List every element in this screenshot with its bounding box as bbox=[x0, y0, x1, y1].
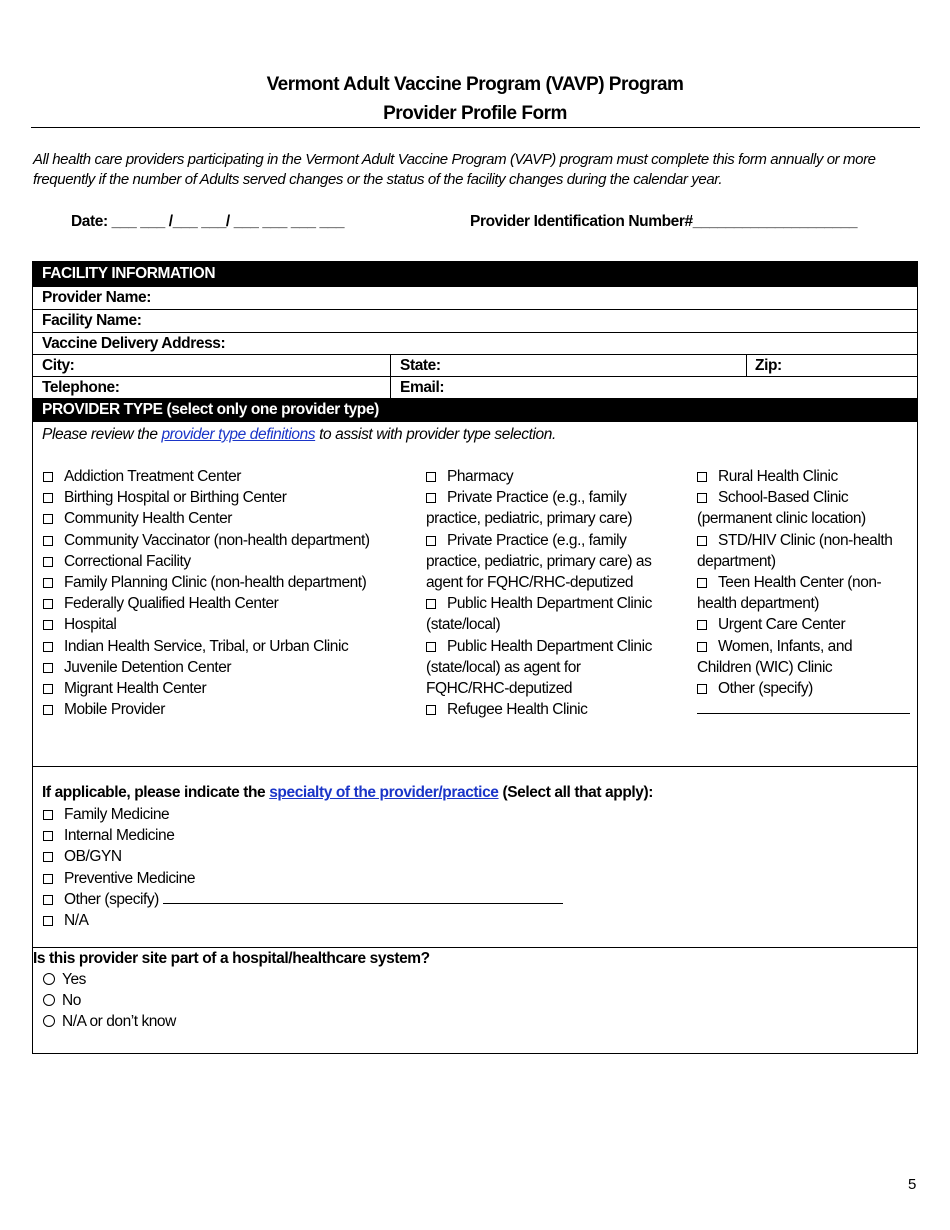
provider-type-option[interactable]: Federally Qualified Health Center bbox=[43, 593, 413, 614]
provider-type-option[interactable]: Migrant Health Center bbox=[43, 678, 413, 699]
checkbox-icon[interactable] bbox=[43, 895, 53, 905]
provider-type-option[interactable]: Public Health Department Clinic bbox=[426, 593, 686, 614]
checkbox-icon[interactable] bbox=[43, 874, 53, 884]
other-specialty-line[interactable] bbox=[163, 889, 563, 904]
checkbox-icon[interactable] bbox=[426, 599, 436, 609]
provider-type-option[interactable]: Other (specify) bbox=[697, 678, 915, 699]
provider-type-column-3: Rural Health Clinic School-Based Clinic (permanent clinic location) STD/HIV Clinic (non-health department) Teen Health Center (non- health department) Urgent Care Center Women, Infants, and Children (WIC) Clinic Other (specify) bbox=[697, 466, 915, 720]
checkbox-icon[interactable] bbox=[426, 536, 436, 546]
facility-name-label: Facility Name: bbox=[42, 312, 142, 329]
checkbox-icon[interactable] bbox=[43, 705, 53, 715]
email-label[interactable]: Email: bbox=[400, 379, 445, 396]
form-title bbox=[0, 70, 950, 128]
checkbox-icon[interactable] bbox=[43, 514, 53, 524]
specialty-option[interactable]: OB/GYN bbox=[43, 846, 743, 867]
provider-id-field[interactable]: Provider Identification Number#____________________ bbox=[470, 213, 858, 230]
provider-type-option[interactable]: Women, Infants, and bbox=[697, 636, 915, 657]
checkbox-icon[interactable] bbox=[697, 642, 707, 652]
checkbox-icon[interactable] bbox=[43, 620, 53, 630]
checkbox-icon[interactable] bbox=[43, 472, 53, 482]
city-state-zip-row bbox=[33, 354, 917, 376]
provider-profile-form: FACILITY INFORMATION Provider Name: Facility Name: Vaccine Delivery Address: City: State: Zip: Telephone: Email: PROVIDER TYPE (select only one provider type) Please review the provider type definitions to assist with provider type selection. Addiction Treatment Center Birthing Hospital or Birthing Center Community Health Center Community Vaccinator (non-health department) Correctional Facility Family Planning Clinic (non-health department) Federally Qualified Health Center Hospital Indian Health Service, Tribal, or Urban Clinic Juvenile Detention Center Migrant Health Center Mobile Provider Pharmacy Private Practice (e.g., family practice, pediatric, primary care) Private Practice (e.g., family practice, pediatric, primary care) as agent for FQHC/RHC-deputized Public Health Department Clinic (state/local) Public Health Department Clinic (state/local) as agent for FQHC/RHC-deputized Refugee Health Clinic Rural Health Clinic School-Based Clinic (permanent clinic location) STD/HIV Clinic (non-health department) Teen Health Center (non- health department) Urgent Care Center Women, Infants, and Children (WIC) Clinic Other (specify) If applicable, please indicate the specialty of the provider/practice (Select all that apply): Family Medicine Internal Medicine OB/GYN Preventive Medicine Other (specify) N/A Is this provider site part of a hospital/healthcare system? Yes No N/A or don’t know bbox=[32, 261, 918, 1054]
address-row[interactable] bbox=[33, 332, 917, 354]
page-number: 5 bbox=[908, 1176, 917, 1193]
checkbox-icon[interactable] bbox=[43, 852, 53, 862]
state-label[interactable]: State: bbox=[400, 357, 441, 374]
other-specify-line[interactable] bbox=[697, 699, 915, 720]
provider-type-option[interactable]: Urgent Care Center bbox=[697, 614, 915, 635]
city-label[interactable]: City: bbox=[42, 357, 75, 374]
checkbox-icon[interactable] bbox=[697, 472, 707, 482]
provider-type-option[interactable]: Rural Health Clinic bbox=[697, 466, 915, 487]
system-options bbox=[43, 969, 443, 1033]
checkbox-icon[interactable] bbox=[43, 557, 53, 567]
specialty-option[interactable]: N/A bbox=[43, 910, 743, 931]
zip-label[interactable]: Zip: bbox=[755, 357, 782, 374]
checkbox-icon[interactable] bbox=[697, 578, 707, 588]
provider-type-option[interactable]: Community Vaccinator (non-health department) bbox=[43, 530, 413, 551]
checkbox-icon[interactable] bbox=[426, 705, 436, 715]
checkbox-icon[interactable] bbox=[43, 916, 53, 926]
provider-type-option[interactable]: Teen Health Center (non- bbox=[697, 572, 915, 593]
date-field[interactable]: Date: ___ ___ /___ ___/ ___ ___ ___ ___ bbox=[71, 213, 345, 230]
provider-type-column-1 bbox=[43, 466, 413, 720]
title-divider bbox=[31, 127, 920, 128]
system-option[interactable]: Yes bbox=[43, 969, 443, 990]
provider-type-instructions: Please review the provider type definitions to assist with provider type selection. bbox=[42, 426, 556, 443]
radio-icon[interactable] bbox=[43, 994, 55, 1006]
provider-name-row[interactable] bbox=[33, 286, 917, 309]
system-question: Is this provider site part of a hospital/healthcare system? bbox=[33, 950, 430, 967]
checkbox-icon[interactable] bbox=[697, 620, 707, 630]
specialty-option[interactable]: Internal Medicine bbox=[43, 825, 743, 846]
specialty-option[interactable]: Other (specify) bbox=[43, 889, 743, 910]
provider-type-option[interactable]: Addiction Treatment Center bbox=[43, 466, 413, 487]
checkbox-icon[interactable] bbox=[43, 493, 53, 503]
provider-type-option[interactable]: Correctional Facility bbox=[43, 551, 413, 572]
title-line-2: Provider Profile Form bbox=[383, 103, 567, 124]
system-option[interactable]: No bbox=[43, 990, 443, 1011]
telephone-email-row bbox=[33, 376, 917, 398]
checkbox-icon[interactable] bbox=[43, 599, 53, 609]
provider-type-option[interactable]: Hospital bbox=[43, 614, 413, 635]
provider-type-option[interactable]: Birthing Hospital or Birthing Center bbox=[43, 487, 413, 508]
checkbox-icon[interactable] bbox=[43, 810, 53, 820]
checkbox-icon[interactable] bbox=[697, 493, 707, 503]
specialty-options bbox=[43, 804, 743, 931]
section-divider bbox=[33, 947, 917, 948]
checkbox-icon[interactable] bbox=[43, 831, 53, 841]
checkbox-icon[interactable] bbox=[426, 493, 436, 503]
specialty-option[interactable]: Preventive Medicine bbox=[43, 868, 743, 889]
telephone-label[interactable]: Telephone: bbox=[42, 379, 120, 396]
provider-type-definitions-link[interactable]: provider type definitions bbox=[161, 426, 316, 443]
provider-type-option[interactable]: Pharmacy bbox=[426, 466, 686, 487]
provider-type-header: PROVIDER TYPE (select only one provider type) bbox=[33, 398, 917, 422]
provider-type-option[interactable]: Juvenile Detention Center bbox=[43, 657, 413, 678]
section-divider bbox=[33, 766, 917, 767]
provider-type-column-2: Pharmacy Private Practice (e.g., family practice, pediatric, primary care) Private Practice (e.g., family practice, pediatric, primary care) as agent for FQHC/RHC-deputized Public Health Department Clinic (state/local) Public Health Department Clinic (state/local) as agent for FQHC/RHC-deputized Refugee Health Clinic bbox=[426, 466, 686, 720]
address-label: Vaccine Delivery Address: bbox=[42, 335, 226, 352]
specialty-option[interactable]: Family Medicine bbox=[43, 804, 743, 825]
facility-name-row[interactable] bbox=[33, 309, 917, 332]
checkbox-icon[interactable] bbox=[426, 472, 436, 482]
provider-type-option[interactable]: Indian Health Service, Tribal, or Urban Clinic bbox=[43, 636, 413, 657]
checkbox-icon[interactable] bbox=[43, 578, 53, 588]
provider-type-option[interactable]: Mobile Provider bbox=[43, 699, 413, 720]
checkbox-icon[interactable] bbox=[426, 642, 436, 652]
provider-name-label: Provider Name: bbox=[42, 289, 151, 306]
system-option[interactable]: N/A or don’t know bbox=[43, 1011, 443, 1032]
facility-info-header: FACILITY INFORMATION bbox=[33, 262, 917, 286]
provider-type-option[interactable]: Refugee Health Clinic bbox=[426, 699, 686, 720]
checkbox-icon[interactable] bbox=[43, 536, 53, 546]
checkbox-icon[interactable] bbox=[43, 642, 53, 652]
checkbox-icon[interactable] bbox=[43, 684, 53, 694]
intro-paragraph: All health care providers participating in the Vermont Adult Vaccine Program (VAVP) program must complete this form annually or more frequently if the number of Adults served changes or the status of the facility changes during the calendar year. bbox=[33, 151, 876, 188]
radio-icon[interactable] bbox=[43, 1015, 55, 1027]
provider-type-option[interactable]: School-Based Clinic bbox=[697, 487, 915, 508]
provider-type-option[interactable]: Private Practice (e.g., family bbox=[426, 530, 686, 551]
checkbox-icon[interactable] bbox=[697, 536, 707, 546]
checkbox-icon[interactable] bbox=[697, 684, 707, 694]
checkbox-icon[interactable] bbox=[43, 663, 53, 673]
radio-icon[interactable] bbox=[43, 973, 55, 985]
provider-type-option[interactable]: Public Health Department Clinic bbox=[426, 636, 686, 657]
provider-type-option[interactable]: STD/HIV Clinic (non-health bbox=[697, 530, 915, 551]
provider-type-option[interactable]: Private Practice (e.g., family bbox=[426, 487, 686, 508]
specialty-link[interactable]: specialty of the provider/practice bbox=[269, 784, 499, 801]
provider-type-option[interactable]: Community Health Center bbox=[43, 508, 413, 529]
column-divider bbox=[746, 355, 747, 377]
provider-type-option[interactable]: Family Planning Clinic (non-health department) bbox=[43, 572, 413, 593]
title-line-1: Vermont Adult Vaccine Program (VAVP) Program bbox=[266, 74, 684, 95]
